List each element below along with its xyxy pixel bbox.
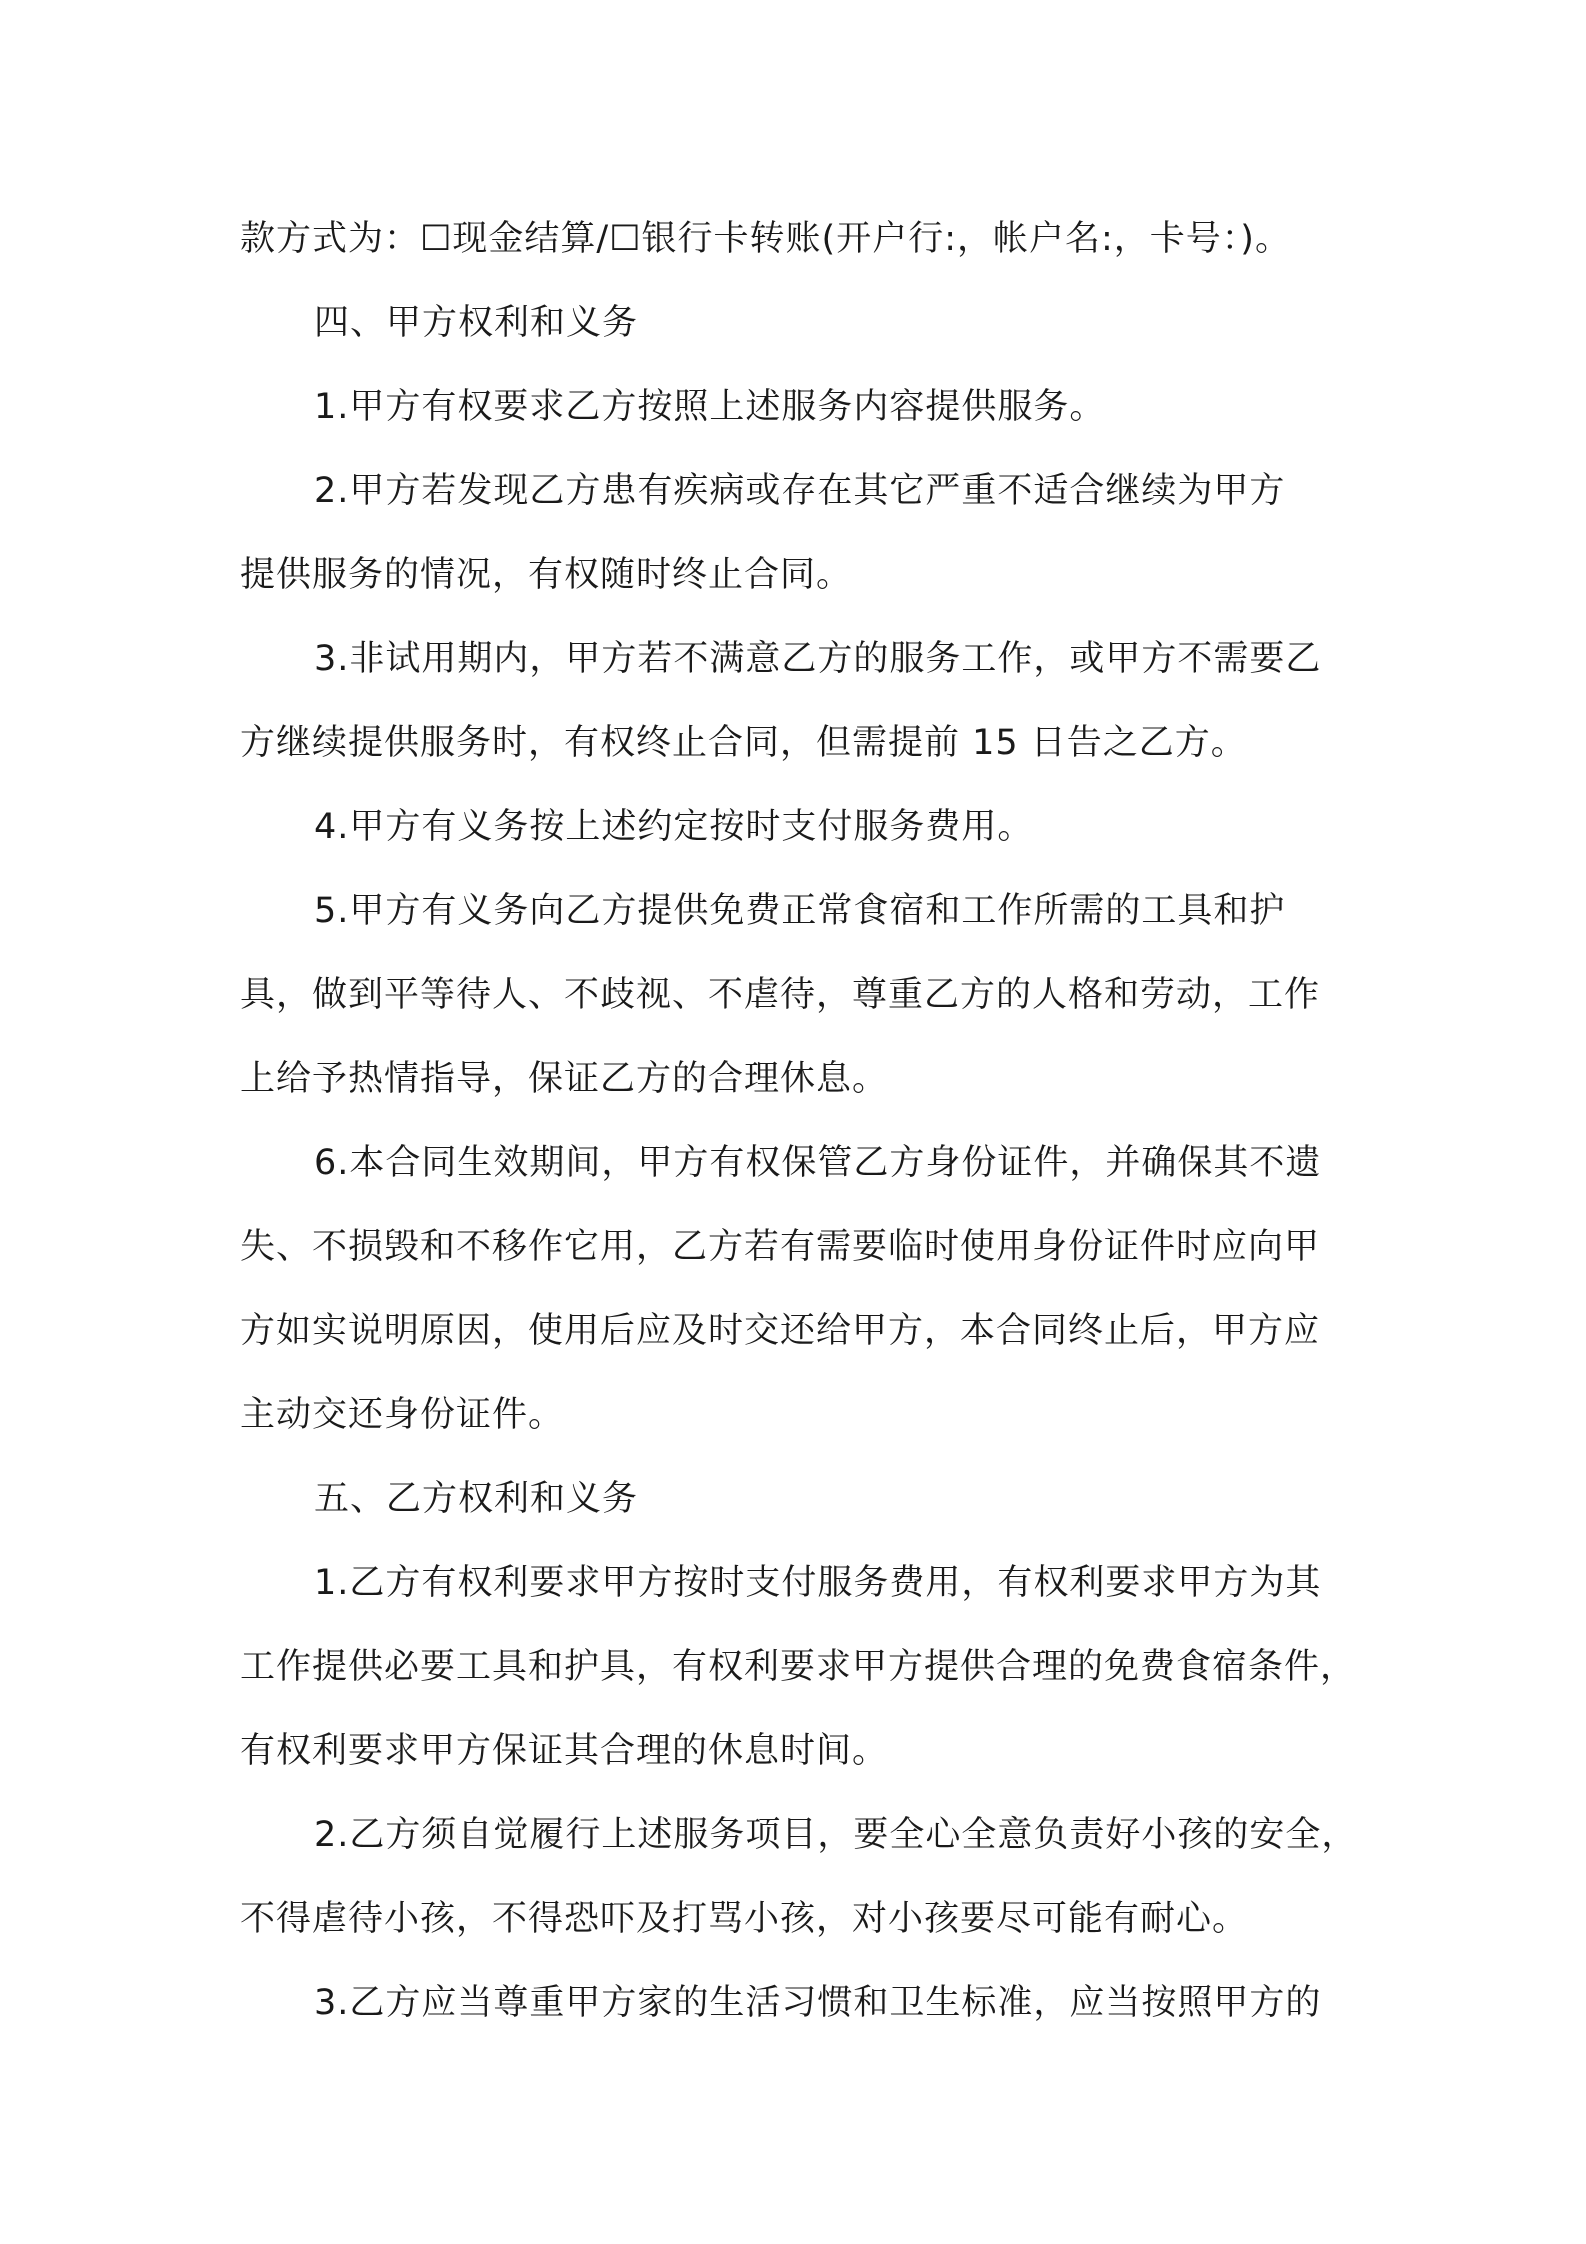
section-heading: 四、甲方权利和义务 (314, 303, 639, 343)
text-line: 3.乙方应当尊重甲方家的生活习惯和卫生标准，应当按照甲方的 (314, 1983, 1322, 2023)
text-line: 款方式为：☐现金结算/☐银行卡转账(开户行:，帐户名:，卡号：)。 (240, 219, 1291, 259)
text-line: 1.甲方有权要求乙方按照上述服务内容提供服务。 (314, 387, 1106, 427)
text-line: 6.本合同生效期间，甲方有权保管乙方身份证件，并确保其不遗 (314, 1143, 1322, 1183)
text-line: 方继续提供服务时，有权终止合同，但需提前 15 日告之乙方。 (240, 723, 1247, 763)
text-line: 工作提供必要工具和护具，有权利要求甲方提供合理的免费食宿条件， (240, 1647, 1357, 1687)
text-line: 4.甲方有义务按上述约定按时支付服务费用。 (314, 807, 1034, 847)
text-line: 有权利要求甲方保证其合理的休息时间。 (240, 1731, 889, 1771)
text-line: 主动交还身份证件。 (240, 1395, 565, 1435)
text-line: 失、不损毁和不移作它用，乙方若有需要临时使用身份证件时应向甲 (240, 1227, 1321, 1267)
section-heading: 五、乙方权利和义务 (314, 1479, 639, 1519)
text-line: 方如实说明原因，使用后应及时交还给甲方，本合同终止后，甲方应 (240, 1311, 1321, 1351)
text-line: 具，做到平等待人、不歧视、不虐待，尊重乙方的人格和劳动，工作 (240, 975, 1321, 1015)
text-line: 提供服务的情况，有权随时终止合同。 (240, 555, 853, 595)
document-body (240, 197, 1358, 2045)
text-line: 5.甲方有义务向乙方提供免费正常食宿和工作所需的工具和护 (314, 891, 1286, 931)
text-line: 上给予热情指导，保证乙方的合理休息。 (240, 1059, 889, 1099)
text-line: 2.乙方须自觉履行上述服务项目，要全心全意负责好小孩的安全， (314, 1815, 1358, 1855)
text-line: 2.甲方若发现乙方患有疾病或存在其它严重不适合继续为甲方 (314, 471, 1286, 511)
text-line: 3.非试用期内，甲方若不满意乙方的服务工作，或甲方不需要乙 (314, 639, 1322, 679)
text-line: 不得虐待小孩，不得恐吓及打骂小孩，对小孩要尽可能有耐心。 (240, 1899, 1249, 1939)
text-line: 1.乙方有权利要求甲方按时支付服务费用，有权利要求甲方为其 (314, 1563, 1322, 1603)
